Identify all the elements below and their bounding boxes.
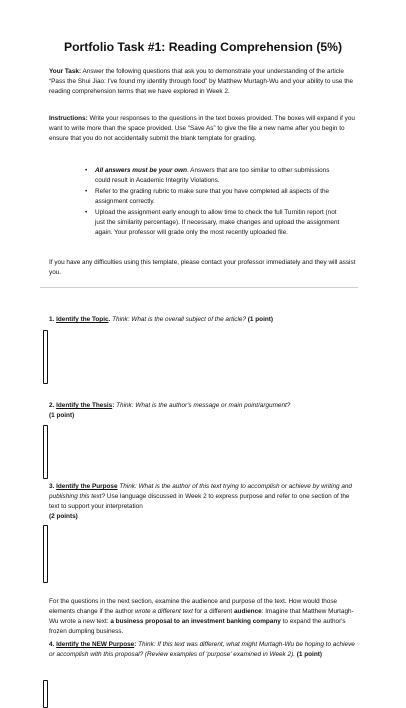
- question-4-think: Think: If this text was different, what might Murtagh-Wu be hoping to achieve or accomplish with this proposal? (Review examples of 'purpose' examined in Week 2).: [49, 641, 355, 658]
- section-intro-text: For the questions in the next section, examine the audience and purpose of the text. How would those elements change if the author: [49, 598, 338, 615]
- question-1-think: Think: What is the overall subject of the article?: [112, 316, 247, 323]
- section-intro-proposal: a business proposal to an investment banking company: [110, 618, 281, 625]
- question-1-points: (1 point): [246, 316, 274, 323]
- question-3-answer-box[interactable]: [43, 525, 48, 583]
- your-task-label: Your Task:: [49, 68, 82, 75]
- question-3-number: 3.: [49, 483, 57, 490]
- question-4-number: 4.: [49, 641, 57, 648]
- question-3-points: (2 points): [49, 513, 78, 520]
- section-intro-audience: audience: [233, 608, 262, 615]
- section-intro-text: to expand the author's frozen dumpling business.: [49, 618, 346, 635]
- your-task-text: Answer the following questions that ask you to demonstrate your understanding of the article “Pass the Shui Jiao: I've found my identity through food” by Matthew Murtagh-Wu and your ability to use the reading comprehension terms that we have explored in Week 2.: [49, 68, 354, 95]
- question-2-think: Think: What is the author's message or main point/argument?: [116, 402, 291, 409]
- question-4-points: (1 point): [295, 651, 322, 658]
- bullet-text: . Answers that are too similar to other submissions could result in Academic Integrity Violations.: [95, 167, 330, 184]
- your-task-paragraph: [49, 67, 361, 97]
- question-1-answer-box[interactable]: [43, 330, 48, 384]
- instructions-paragraph: [49, 114, 361, 144]
- question-2-answer-box[interactable]: [43, 425, 48, 479]
- instructions-bullet-list: [72, 166, 342, 239]
- question-3-prompt: [49, 482, 359, 522]
- question-3-think: Think: What is the author of this text trying to accomplish or achieve by writing and publishing this text?: [49, 483, 352, 500]
- question-2-heading: Identify the Thesis: [56, 402, 113, 409]
- question-1-number: 1.: [49, 316, 57, 323]
- bullet-dot-icon: •: [85, 188, 88, 195]
- bullet-dot-icon: •: [85, 167, 88, 174]
- difficulties-paragraph: If you have any difficulties using this template, please contact your professor immediately and they will assist you.: [49, 259, 356, 276]
- instructions-label: Instructions:: [49, 115, 88, 122]
- question-3-extra: Use language discussed in Week 2 to express purpose and refer to one section of the text to support your interpretation: [49, 493, 350, 510]
- bullet-item: [72, 187, 342, 207]
- bullet-item: [72, 208, 342, 238]
- question-4-heading: Identify the NEW Purpose: [56, 641, 135, 648]
- section-intro-paragraph: [49, 597, 361, 637]
- question-1-prompt: [49, 315, 359, 325]
- question-3-heading: Identify the Purpose: [56, 483, 118, 490]
- question-2-points: (1 point): [49, 412, 75, 419]
- bullet-dot-icon: •: [85, 209, 88, 216]
- question-1-separator: .: [108, 316, 113, 323]
- section-intro-text: : Imagine that Matthew Murtagh-Wu wrote a new text:: [49, 608, 354, 625]
- section-intro-text: for a different: [192, 608, 234, 615]
- question-2-separator: :: [112, 402, 117, 409]
- question-4-separator: :: [134, 641, 139, 648]
- section-intro-italic: wrote a different text: [134, 608, 193, 615]
- question-4-answer-box[interactable]: [43, 680, 48, 708]
- section-divider: [40, 287, 358, 288]
- question-2-prompt: [49, 401, 359, 421]
- bullet-item: [72, 166, 342, 186]
- bullet-text: Upload the assignment early enough to allow time to check the full Turnitin report (not just the similarity percentage). If necessary, make changes and upload the assignment again. Your professor will grade only the most recently uploaded file.: [95, 209, 340, 236]
- bullet-strong-text: All answers must be your own: [95, 167, 187, 174]
- instructions-text: Write your responses to the questions in the text boxes provided. The boxes will expand if you want to write more than the space provided. Use “Save As” to give the file a new name after you begin to ensure that you do not accidentally submit the blank template for grading.: [49, 115, 355, 142]
- bullet-text: Refer to the grading rubric to make sure that you have completed all aspects of the assignment correctly.: [95, 188, 330, 205]
- page-title: Portfolio Task #1: Reading Comprehension (5%): [63, 40, 343, 54]
- question-1-heading: Identify the Topic: [56, 316, 109, 323]
- question-2-number: 2.: [49, 402, 57, 409]
- question-4-prompt: [49, 640, 359, 660]
